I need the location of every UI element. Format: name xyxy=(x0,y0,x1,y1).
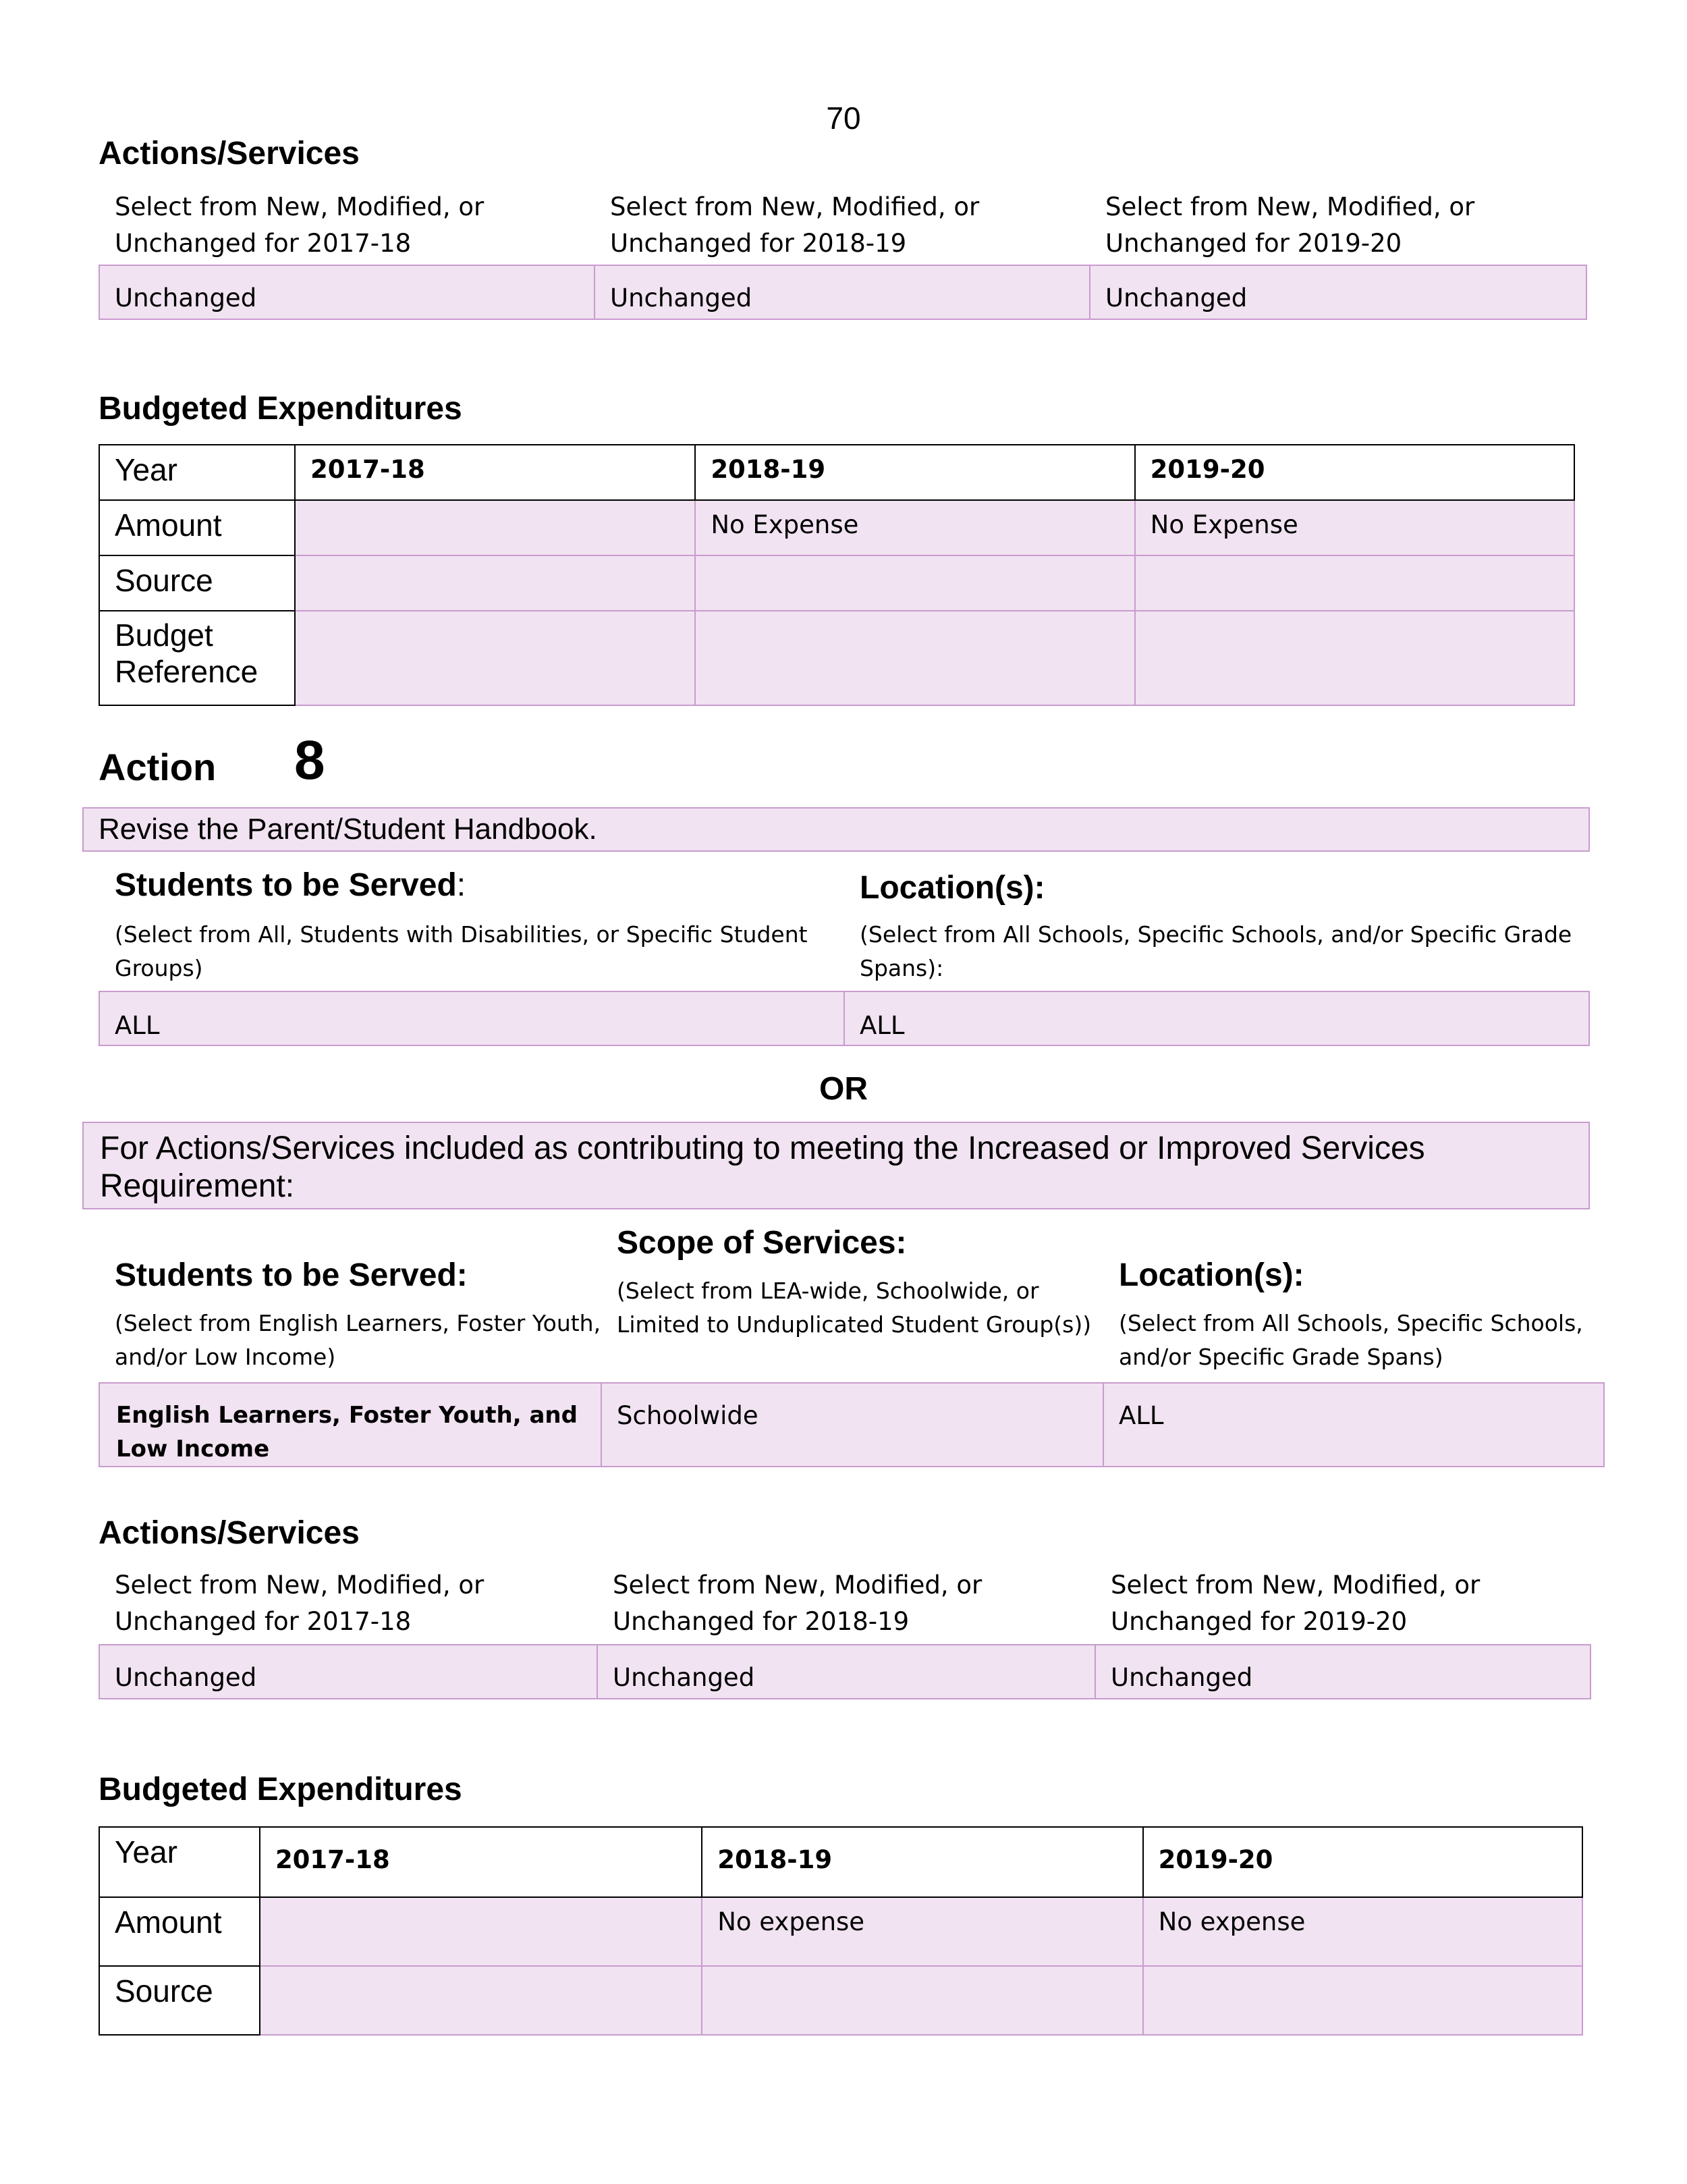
contributing-students-value[interactable]: English Learners, Foster Youth, and Low Income xyxy=(100,1384,602,1466)
select-label-2019: Select from New, Modified, or Unchanged for 2019-20 xyxy=(1105,192,1475,258)
select-label-2017-2: Select from New, Modified, or Unchanged for 2017-18 xyxy=(115,1571,485,1636)
students-served-value[interactable]: ALL xyxy=(100,992,845,1045)
students-served-heading xyxy=(115,867,466,904)
select-values-row xyxy=(99,265,1587,320)
select-label-2019-2: Select from New, Modified, or Unchanged for 2019-20 xyxy=(1111,1571,1481,1636)
budget-reference-label: Budget Reference xyxy=(99,611,295,705)
budget-table-2 xyxy=(99,1826,1583,2036)
or-divider: OR xyxy=(819,1071,868,1107)
year-2017-header: 2017-18 xyxy=(295,445,695,500)
scope-value[interactable]: Schoolwide xyxy=(602,1384,1104,1466)
budget-reference-2019[interactable] xyxy=(1135,611,1574,705)
source-label-2: Source xyxy=(99,1966,260,2035)
students-served-colon: : xyxy=(456,867,466,903)
scope-of-services-hint: (Select from LEA-wide, Schoolwide, or Limited to Unduplicated Student Group(s)) xyxy=(617,1278,1092,1338)
contributing-location-value[interactable]: ALL xyxy=(1119,1401,1164,1430)
students-served-title: Students to be Served xyxy=(115,867,457,903)
select-value-2017[interactable]: Unchanged xyxy=(100,266,595,319)
select-value-2017-2[interactable]: Unchanged xyxy=(100,1645,598,1698)
amount-2019[interactable]: No Expense xyxy=(1135,500,1574,555)
amount-2017[interactable] xyxy=(295,500,695,555)
year-2018-header: 2018-19 xyxy=(695,445,1134,500)
source-2019-2[interactable] xyxy=(1143,1966,1582,2035)
source-2018-2[interactable] xyxy=(702,1966,1142,2035)
source-label: Source xyxy=(99,555,295,611)
budget-reference-2017[interactable] xyxy=(295,611,695,705)
budgeted-expenditures-heading-2: Budgeted Expenditures xyxy=(99,1772,462,1807)
location-heading: Location(s): xyxy=(860,870,1045,906)
action-description[interactable]: Revise the Parent/Student Handbook. xyxy=(82,807,1590,852)
amount-2017-2[interactable] xyxy=(260,1897,702,1966)
actions-services-heading-2: Actions/Services xyxy=(99,1515,360,1551)
contributing-requirement-text[interactable]: For Actions/Services included as contributing to meeting the Increased or Improved Services Requirement: xyxy=(82,1122,1590,1209)
students-served-hint: (Select from All, Students with Disabilities, or Specific Student Groups) xyxy=(115,921,808,981)
select-label-2017: Select from New, Modified, or Unchanged for 2017-18 xyxy=(115,192,485,258)
select-value-2018[interactable]: Unchanged xyxy=(595,266,1090,319)
select-label-2018: Select from New, Modified, or Unchanged for 2018-19 xyxy=(610,192,980,258)
source-2019[interactable] xyxy=(1135,555,1574,611)
contributing-location-heading: Location(s): xyxy=(1119,1257,1304,1293)
amount-2019-2[interactable]: No expense xyxy=(1143,1897,1582,1966)
action-number: 8 xyxy=(294,730,325,791)
action-label: Action xyxy=(99,746,217,788)
amount-2018-2[interactable]: No expense xyxy=(702,1897,1142,1966)
contributing-students-hint: (Select from English Learners, Foster Youth, and/or Low Income) xyxy=(115,1310,601,1370)
year-header-2: Year xyxy=(99,1827,260,1897)
year-2019-header-2: 2019-20 xyxy=(1143,1827,1582,1897)
year-header: Year xyxy=(99,445,295,500)
amount-label: Amount xyxy=(99,500,295,555)
select-values-row-2 xyxy=(99,1644,1591,1699)
contributing-students-heading: Students to be Served: xyxy=(115,1257,468,1293)
students-location-values-row xyxy=(99,991,1590,1046)
scope-of-services-heading: Scope of Services: xyxy=(617,1225,907,1261)
year-2017-header-2: 2017-18 xyxy=(260,1827,702,1897)
actions-services-heading: Actions/Services xyxy=(99,136,360,171)
amount-label-2: Amount xyxy=(99,1897,260,1966)
amount-2018[interactable]: No Expense xyxy=(695,500,1134,555)
budget-reference-2018[interactable] xyxy=(695,611,1134,705)
select-value-2019[interactable]: Unchanged xyxy=(1105,283,1248,312)
select-value-2019-2[interactable]: Unchanged xyxy=(1111,1663,1253,1692)
location-value[interactable]: ALL xyxy=(860,1011,905,1040)
year-2018-header-2: 2018-19 xyxy=(702,1827,1142,1897)
select-value-2018-2[interactable]: Unchanged xyxy=(598,1645,1096,1698)
location-hint: (Select from All Schools, Specific Schools, and/or Specific Grade Spans): xyxy=(860,921,1572,981)
source-2017[interactable] xyxy=(295,555,695,611)
page-number: 70 xyxy=(826,101,861,136)
budget-table-1 xyxy=(99,444,1575,706)
budgeted-expenditures-heading: Budgeted Expenditures xyxy=(99,391,462,427)
contributing-values-row xyxy=(99,1382,1605,1467)
source-2017-2[interactable] xyxy=(260,1966,702,2035)
source-2018[interactable] xyxy=(695,555,1134,611)
contributing-location-hint: (Select from All Schools, Specific Schools, and/or Specific Grade Spans) xyxy=(1119,1310,1583,1370)
select-label-2018-2: Select from New, Modified, or Unchanged for 2018-19 xyxy=(613,1571,983,1636)
year-2019-header: 2019-20 xyxy=(1135,445,1574,500)
